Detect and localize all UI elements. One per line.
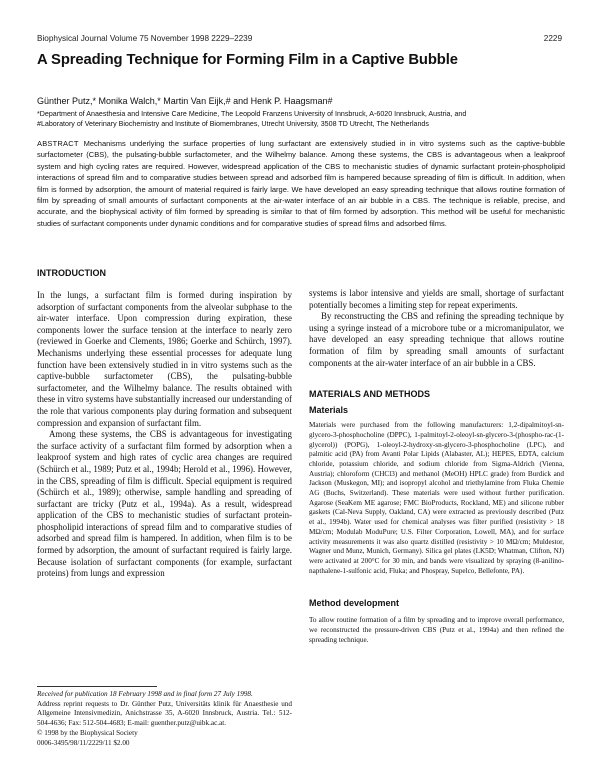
author-list: Günther Putz,* Monika Walch,* Martin Van Eijk,# and Henk P. Haagsman# xyxy=(37,96,333,106)
footnote-rule xyxy=(37,686,157,687)
abstract xyxy=(37,138,565,229)
left-column xyxy=(37,268,292,580)
issn-line: 0006-3495/98/11/2229/11 $2.00 xyxy=(37,738,130,747)
intro-paragraph-4: By reconstructing the CBS and refining the spreading technique by using a syringe instead of a microbore tube or a micromanipulator, we have developed an easy spreading technique that allows routine formation of film by spreading small amounts of surfactant components at the air-water interface of an air bubble in a CBS. xyxy=(309,311,564,368)
method-development-paragraph: To allow routine formation of a film by spreading and to improve overall performance, we reconstructed the pressure-driven CBS (Putz et al., 1994a) and then refined the spreading technique. xyxy=(309,616,564,644)
footnote xyxy=(37,690,292,748)
reprint-address: Address reprint requests to Dr. Günther Putz, Universitäts klinik für Anaesthesie und Allgemeine Intensivmedizin, Anichstrasse 35, A-6020 Innsbruck, Austria. Tel.: 512-504-4636; Fax: 512-504-4683; E-mail: guenther.putz@uibk.ac.at. xyxy=(37,699,292,728)
abstract-text: Mechanisms underlying the surface properties of lung surfactant are extensively studied in in vitro systems such as the captive-bubble surfactometer (CBS), the pulsating-bubble surfactometer, and the Wilhelmy balance. Among these systems, the CBS is advantageous when a leakproof system and high cycling rates are required. However, widespread application of the CBS to mechanistic studies of dynamic surfactant protein-phospholipid interactions of spread film and to comparative studies between spread and adsorbed film is hampered because spreading of film is difficult. In addition, when film is formed by adsorption, the amount of material required is fairly large. We have developed an easy spreading technique that allows routine formation of film by spreading of small amounts of surfactant components at the air-water interface of an air bubble in a CBS. The technique is reliable, precise, and accurate, and the biophysical activity of film formed by spreading is similar to that of film formed by adsorption. This method will be useful for mechanistic studies of surfactant components under dynamic conditions and for comparative studies of spread films and adsorbed films. xyxy=(37,139,565,228)
materials-heading: Materials xyxy=(309,405,349,416)
materials-paragraph: Materials were purchased from the following manufacturers: 1,2-dipalmitoyl-sn-glycero-3-phosphocholine (DPPC), 1-palmitoyl-2-oleoyl-sn-glycero-3-(phospho-rac-(1-glycerol)) (POPG), 1-oleoyl-2-hydroxy-sn-glycero-3-phosphocholine (LPC), and palmitic acid (PA) from Avanti Polar Lipids (Alabaster, AL); HEPES, EDTA, calcium chloride, potassium chloride, and sodium chloride from Sigma-Aldrich (Vienna, Austria); chloroform (CHCl3) and methanol (MeOH) HPLC grade) from Burdick and Jackson (Muskegon, MI); and isopropyl alcohol and triethylamine from Fluka Chemie AG (Buchs, Switzerland). These materials were used without further purification. Agarose (SeaKem ME agarose; FMC BioProducts, Rockland, ME) and silicone rubber gaskets (Cal-Neva Supply, Oakland, CA) were extracted as previously described (Putz et al., 1994b). Water used for chemical analyses was filter purified (resistivity > 18 MΩ/cm; Modulab ModuPure; U.S. Filter Corporation, Lowell, MA), and for surface activity measurements it was also quartz distilled (resistivity > 10 MΩ/cm; Muldestor, Wagner und Munz, Munich, Germany). Silica gel plates (LK5D; Whatman, Clifton, NJ) were activated at 200°C for 30 min, and bands were visualized by spraying (8-anilino-napthalene-1-sulfonic acid, Fluka; and Phospray, Supelco, Bellefonte, PA). xyxy=(309,421,564,575)
journal-citation: Biophysical Journal Volume 75 November 1998 2229–2239 xyxy=(37,34,253,43)
intro-paragraph-1: In the lungs, a surfactant film is formed during inspiration by adsorption of surfactant components from the alveolar subphase to the air-water interface. Upon compression during expiration, these components lower the surface tension at the interface to nearly zero (reviewed in Goerke and Clements, 1986; Goerke and Schürch, 1997). Mechanisms underlying these essential processes for adequate lung function have been extensively studied in in vitro systems such as the captive-bubble surfactometer (CBS), the pulsating-bubble surfactometer, and the Wilhelmy balance. The results obtained with these in vitro systems have substantially increased our understanding of the role that various components play during formation and subsequent compression and expansion of surfactant film. xyxy=(37,290,292,428)
affiliation-1: *Department of Anaesthesia and Intensive Care Medicine, The Leopold Franzens University of Innsbruck, A-6020 Innsbruck, Austria, and xyxy=(37,110,467,118)
running-header xyxy=(37,34,562,43)
method-development-heading: Method development xyxy=(309,598,400,609)
page-number: 2229 xyxy=(543,34,562,43)
intro-paragraph-3: systems is labor intensive and yields are small, shortage of surfactant potentially becomes a limiting step for repeat experiments. xyxy=(309,288,564,310)
abstract-label: ABSTRACT xyxy=(37,139,79,148)
affiliations xyxy=(37,110,567,129)
right-column xyxy=(309,268,564,646)
intro-paragraph-2: Among these systems, the CBS is advantageous for investigating the surface activity of a surfactant film formed by adsorption when a leakproof system and high rates of cyclic area changes are required (Schürch et al., 1989; Putz et al., 1994b; Herold et al., 1996). However, in the CBS, spreading of film is difficult. Special equipment is required (Schürch et al., 1989); otherwise, sample handling and spreading of surfactant are tricky (Putz et al., 1994a). As a result, widespread application of the CBS to mechanistic studies of surfactant protein-phospholipid interactions of spread film and to comparative studies of adsorbed and spread film is hampered. In addition, when film is to be formed by adsorption, the amount of surfactant required is fairly large. Because isolation of surfactant components (for example, surfactant proteins) from lungs and expression xyxy=(37,429,292,579)
paper-title: A Spreading Technique for Forming Film in a Captive Bubble xyxy=(37,52,458,68)
affiliation-2: #Laboratory of Veterinary Biochemistry and Institute of Biomembranes, Utrecht University, 3508 TD Utrecht, The Netherlands xyxy=(37,119,429,128)
copyright: © 1998 by the Biophysical Society xyxy=(37,728,138,737)
introduction-heading: INTRODUCTION xyxy=(37,268,106,278)
methods-heading: MATERIALS AND METHODS xyxy=(309,389,430,400)
received-dates: Received for publication 18 February 1998 and in final form 27 July 1998. xyxy=(37,690,253,698)
